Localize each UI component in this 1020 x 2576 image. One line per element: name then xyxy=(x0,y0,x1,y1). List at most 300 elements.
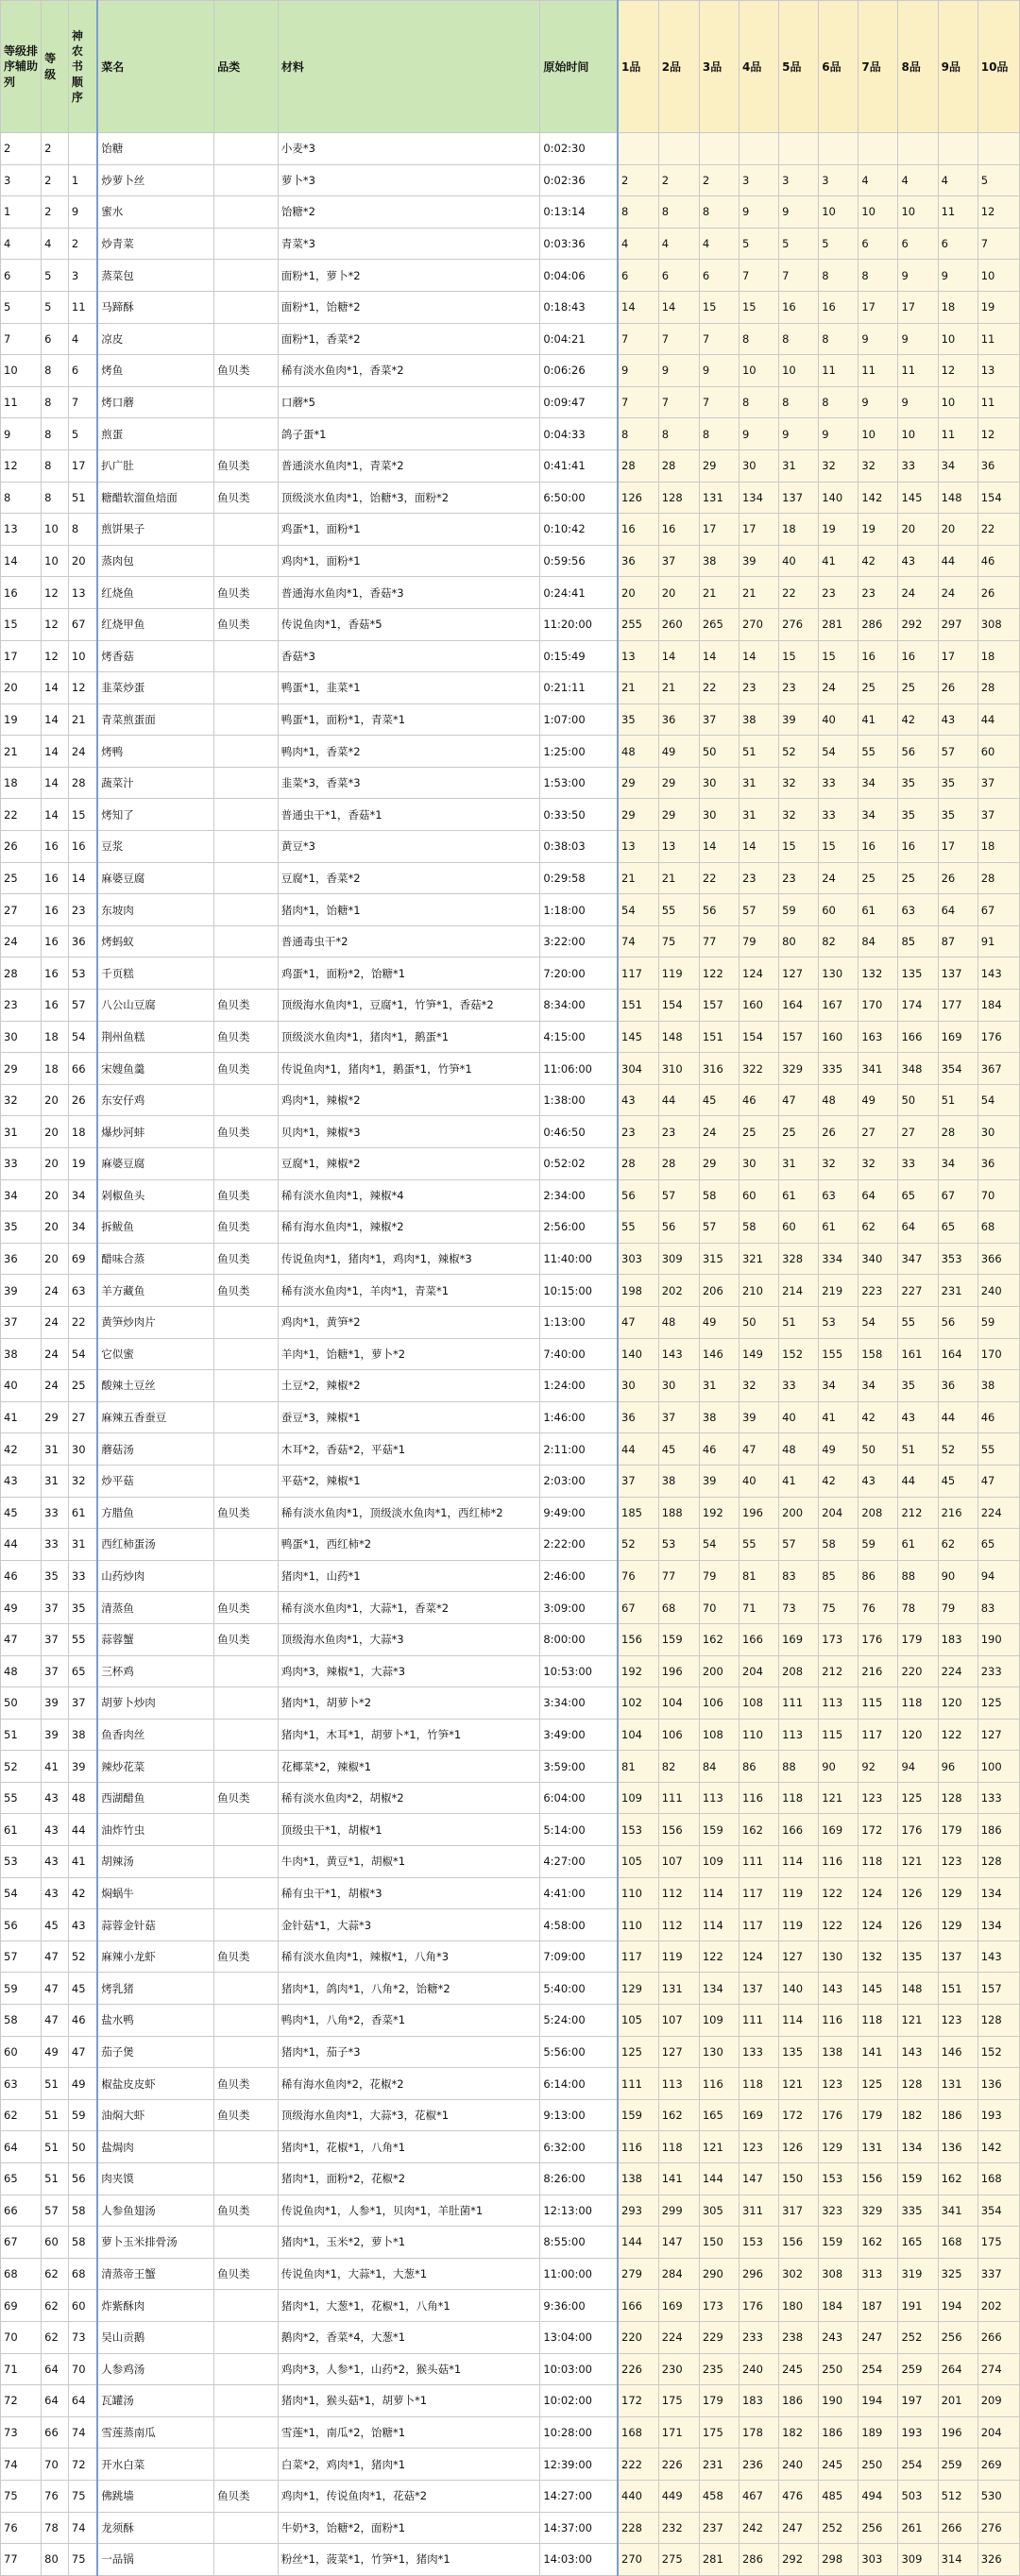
cell-sort-helper: 15 xyxy=(1,608,42,640)
cell-q10: 142 xyxy=(978,2131,1019,2163)
cell-q7: 115 xyxy=(858,1687,898,1720)
cell-level: 51 xyxy=(42,2131,69,2163)
cell-category xyxy=(214,2036,279,2068)
cell-level: 60 xyxy=(42,2227,69,2259)
cell-q3: 38 xyxy=(699,545,739,577)
cell-q3: 54 xyxy=(699,1529,739,1561)
table-row xyxy=(1,482,1020,514)
cell-q8: 145 xyxy=(898,482,938,514)
cell-q7: 341 xyxy=(858,1053,898,1085)
cell-ingredients: 猪肉*1，茄子*3 xyxy=(278,2036,539,2068)
cell-sort-helper: 58 xyxy=(1,2005,42,2037)
cell-q9: 169 xyxy=(938,1021,978,1053)
cell-q9: 266 xyxy=(938,2512,978,2544)
cell-q5: 111 xyxy=(779,1687,819,1720)
cell-dish-name: 麻婆豆腐 xyxy=(97,1148,213,1180)
table-row xyxy=(1,2416,1020,2449)
cell-dish-name: 烤口蘑 xyxy=(97,386,213,418)
table-row xyxy=(1,2005,1020,2037)
header-q4: 4品 xyxy=(739,1,778,133)
cell-q10: 240 xyxy=(978,1275,1019,1307)
cell-q3: 17 xyxy=(699,514,739,546)
cell-level: 2 xyxy=(42,133,69,165)
cell-level: 31 xyxy=(42,1465,69,1497)
cell-dish-name: 炒平菇 xyxy=(97,1465,213,1497)
cell-category xyxy=(214,925,279,958)
cell-q1: 144 xyxy=(618,2227,658,2259)
cell-sort-helper: 43 xyxy=(1,1465,42,1497)
cell-q7: 145 xyxy=(858,1973,898,2005)
cell-q2: 147 xyxy=(658,2227,699,2259)
cell-q8: 94 xyxy=(898,1751,938,1783)
cell-q9: 168 xyxy=(938,2227,978,2259)
cell-q7: 43 xyxy=(858,1465,898,1497)
cell-q4: 242 xyxy=(739,2512,778,2544)
cell-q4: 169 xyxy=(739,2099,778,2131)
cell-q7: 32 xyxy=(858,1148,898,1180)
cell-level: 8 xyxy=(42,482,69,514)
cell-shennong-order: 21 xyxy=(68,703,97,736)
cell-sort-helper: 52 xyxy=(1,1751,42,1783)
cell-sort-helper: 19 xyxy=(1,703,42,736)
cell-sort-helper: 1 xyxy=(1,196,42,229)
cell-category: 鱼贝类 xyxy=(214,2258,279,2290)
cell-q1: 54 xyxy=(618,894,658,926)
cell-ingredients: 豆腐*1，香菜*2 xyxy=(278,862,539,894)
cell-category xyxy=(214,1084,279,1116)
cell-dish-name: 韭菜炒蛋 xyxy=(97,672,213,704)
cell-q3: 173 xyxy=(699,2290,739,2322)
cell-dish-name: 肉夹馍 xyxy=(97,2163,213,2195)
cell-q9: 129 xyxy=(938,1877,978,1909)
cell-sort-helper: 14 xyxy=(1,545,42,577)
cell-q6: 75 xyxy=(819,1592,858,1624)
cell-q7: 118 xyxy=(858,1846,898,1878)
cell-q6: 85 xyxy=(819,1560,858,1592)
cell-q4: 3 xyxy=(739,164,778,196)
cell-base-time: 8:55:00 xyxy=(540,2227,618,2259)
cell-ingredients: 香菇*3 xyxy=(278,640,539,672)
cell-category xyxy=(214,2227,279,2259)
header-row xyxy=(1,1,1020,133)
cell-shennong-order: 11 xyxy=(68,291,97,323)
cell-q3: 281 xyxy=(699,2544,739,2576)
cell-shennong-order: 56 xyxy=(68,2163,97,2195)
cell-q3: 29 xyxy=(699,1148,739,1180)
cell-level: 47 xyxy=(42,2005,69,2037)
cell-level: 20 xyxy=(42,1243,69,1275)
cell-q2: 56 xyxy=(658,1212,699,1244)
cell-q6: 204 xyxy=(819,1497,858,1529)
cell-q9: 20 xyxy=(938,514,978,546)
cell-q9: 26 xyxy=(938,862,978,894)
cell-q10 xyxy=(978,133,1019,165)
cell-dish-name: 蜜水 xyxy=(97,196,213,229)
cell-base-time: 13:04:00 xyxy=(540,2321,618,2353)
cell-base-time: 0:04:33 xyxy=(540,418,618,450)
cell-category xyxy=(214,1465,279,1497)
cell-q9: 177 xyxy=(938,990,978,1022)
cell-sort-helper: 20 xyxy=(1,672,42,704)
cell-q4: 124 xyxy=(739,1940,778,1973)
cell-q10: 18 xyxy=(978,640,1019,672)
cell-shennong-order: 75 xyxy=(68,2544,97,2576)
cell-q4: 321 xyxy=(739,1243,778,1275)
cell-q1: 4 xyxy=(618,228,658,260)
cell-q8: 24 xyxy=(898,577,938,609)
cell-q5: 15 xyxy=(779,640,819,672)
cell-base-time: 0:02:36 xyxy=(540,164,618,196)
cell-level: 20 xyxy=(42,1116,69,1148)
cell-q8: 63 xyxy=(898,894,938,926)
cell-q4: 160 xyxy=(739,990,778,1022)
cell-dish-name: 龙须酥 xyxy=(97,2512,213,2544)
cell-q8: 319 xyxy=(898,2258,938,2290)
cell-level: 49 xyxy=(42,2036,69,2068)
cell-q4: 123 xyxy=(739,2131,778,2163)
header-base-time: 原始时间 xyxy=(540,1,618,133)
cell-q7: 92 xyxy=(858,1751,898,1783)
cell-q2: 28 xyxy=(658,449,699,482)
cell-q2: 449 xyxy=(658,2480,699,2512)
cell-dish-name: 辣炒花菜 xyxy=(97,1751,213,1783)
cell-level: 33 xyxy=(42,1497,69,1529)
cell-q2: 232 xyxy=(658,2512,699,2544)
cell-category xyxy=(214,1655,279,1687)
cell-q7: 4 xyxy=(858,164,898,196)
cell-shennong-order: 2 xyxy=(68,228,97,260)
cell-level: 45 xyxy=(42,1909,69,1941)
cell-q1: 76 xyxy=(618,1560,658,1592)
cell-dish-name: 胡萝卜炒肉 xyxy=(97,1687,213,1720)
cell-base-time: 2:11:00 xyxy=(540,1433,618,1466)
cell-base-time: 0:41:41 xyxy=(540,449,618,482)
table-row xyxy=(1,2353,1020,2385)
cell-ingredients: 白菜*2，鸡肉*1，猪肉*1 xyxy=(278,2449,539,2481)
table-row xyxy=(1,577,1020,609)
cell-q1: 110 xyxy=(618,1877,658,1909)
cell-ingredients: 鸭蛋*1，韭菜*1 xyxy=(278,672,539,704)
cell-sort-helper: 10 xyxy=(1,355,42,387)
cell-q9: 146 xyxy=(938,2036,978,2068)
cell-shennong-order: 74 xyxy=(68,2512,97,2544)
cell-q10: 22 xyxy=(978,514,1019,546)
cell-base-time: 14:37:00 xyxy=(540,2512,618,2544)
cell-ingredients: 口蘑*5 xyxy=(278,386,539,418)
cell-category: 鱼贝类 xyxy=(214,1053,279,1085)
cell-category xyxy=(214,2131,279,2163)
table-row xyxy=(1,831,1020,863)
cell-q6: 54 xyxy=(819,736,858,768)
cell-q5: 119 xyxy=(779,1909,819,1941)
cell-q1: 303 xyxy=(618,1243,658,1275)
header-level: 等级 xyxy=(42,1,69,133)
cell-sort-helper: 29 xyxy=(1,1053,42,1085)
cell-category xyxy=(214,2544,279,2576)
cell-q1: 7 xyxy=(618,323,658,355)
cell-shennong-order: 1 xyxy=(68,164,97,196)
cell-ingredients: 猪肉*1，饴糖*1 xyxy=(278,894,539,926)
cell-dish-name: 麻婆豆腐 xyxy=(97,862,213,894)
cell-q1: 36 xyxy=(618,545,658,577)
cell-q6: 19 xyxy=(819,514,858,546)
cell-q4: 21 xyxy=(739,577,778,609)
cell-q3: 46 xyxy=(699,1433,739,1466)
cell-q1: 16 xyxy=(618,514,658,546)
cell-q2: 148 xyxy=(658,1021,699,1053)
cell-q2: 107 xyxy=(658,1846,699,1878)
cell-q3: 14 xyxy=(699,831,739,863)
table-row xyxy=(1,925,1020,958)
cell-q8: 148 xyxy=(898,1973,938,2005)
cell-q5: 121 xyxy=(779,2068,819,2100)
table-row xyxy=(1,260,1020,292)
cell-base-time: 0:38:03 xyxy=(540,831,618,863)
cell-base-time: 8:26:00 xyxy=(540,2163,618,2195)
cell-q9: 148 xyxy=(938,482,978,514)
cell-sort-helper: 48 xyxy=(1,1655,42,1687)
cell-q5: 31 xyxy=(779,1148,819,1180)
cell-q8: 335 xyxy=(898,2195,938,2227)
cell-q2: 48 xyxy=(658,1306,699,1338)
cell-q7: 142 xyxy=(858,482,898,514)
cell-q8: 6 xyxy=(898,228,938,260)
cell-level: 4 xyxy=(42,228,69,260)
cell-shennong-order: 58 xyxy=(68,2227,97,2259)
cell-level: 37 xyxy=(42,1592,69,1624)
cell-level: 37 xyxy=(42,1655,69,1687)
cell-q5: 164 xyxy=(779,990,819,1022)
cell-level: 14 xyxy=(42,703,69,736)
cell-q7: 208 xyxy=(858,1497,898,1529)
cell-sort-helper: 18 xyxy=(1,767,42,799)
cell-base-time: 3:22:00 xyxy=(540,925,618,958)
cell-q1: 220 xyxy=(618,2321,658,2353)
cell-q7: 86 xyxy=(858,1560,898,1592)
table-row xyxy=(1,2227,1020,2259)
cell-sort-helper: 26 xyxy=(1,831,42,863)
cell-q5: 60 xyxy=(779,1212,819,1244)
cell-q8: 25 xyxy=(898,672,938,704)
table-row xyxy=(1,2290,1020,2322)
table-row xyxy=(1,2099,1020,2131)
cell-q8: 61 xyxy=(898,1529,938,1561)
cell-level: 51 xyxy=(42,2068,69,2100)
cell-q3: 116 xyxy=(699,2068,739,2100)
cell-q3: 108 xyxy=(699,1719,739,1751)
cell-q2: 104 xyxy=(658,1687,699,1720)
cell-base-time: 3:09:00 xyxy=(540,1592,618,1624)
cell-q7: 329 xyxy=(858,2195,898,2227)
cell-q6: 82 xyxy=(819,925,858,958)
cell-q3: 237 xyxy=(699,2512,739,2544)
cell-q7: 11 xyxy=(858,355,898,387)
cell-q2: 28 xyxy=(658,1148,699,1180)
cell-q7: 55 xyxy=(858,736,898,768)
cell-q5: 15 xyxy=(779,831,819,863)
cell-level: 24 xyxy=(42,1338,69,1370)
cell-dish-name: 瓦罐汤 xyxy=(97,2385,213,2417)
cell-category xyxy=(214,1560,279,1592)
cell-q6: 245 xyxy=(819,2449,858,2481)
cell-q9: 4 xyxy=(938,164,978,196)
cell-q1: 14 xyxy=(618,291,658,323)
cell-q2: 112 xyxy=(658,1877,699,1909)
cell-level: 39 xyxy=(42,1687,69,1720)
cell-q6: 15 xyxy=(819,640,858,672)
cell-q10: 157 xyxy=(978,1973,1019,2005)
cell-q2: 141 xyxy=(658,2163,699,2195)
cell-q2: 226 xyxy=(658,2449,699,2481)
cell-level: 62 xyxy=(42,2258,69,2290)
cell-level: 5 xyxy=(42,291,69,323)
cell-shennong-order: 17 xyxy=(68,449,97,482)
cell-q2: 119 xyxy=(658,958,699,990)
cell-q8: 182 xyxy=(898,2099,938,2131)
cell-q4: 55 xyxy=(739,1529,778,1561)
cell-q5: 7 xyxy=(779,260,819,292)
table-row xyxy=(1,2036,1020,2068)
cell-dish-name: 胡辣汤 xyxy=(97,1846,213,1878)
cell-q9: 6 xyxy=(938,228,978,260)
cell-level: 20 xyxy=(42,1212,69,1244)
cell-base-time: 0:04:06 xyxy=(540,260,618,292)
cell-q4: 47 xyxy=(739,1433,778,1466)
cell-q8: 191 xyxy=(898,2290,938,2322)
cell-q6: 334 xyxy=(819,1243,858,1275)
table-row xyxy=(1,1751,1020,1783)
cell-level: 8 xyxy=(42,418,69,450)
cell-q9: 256 xyxy=(938,2321,978,2353)
cell-q8: 348 xyxy=(898,1053,938,1085)
cell-ingredients: 鸡肉*1，黄笋*2 xyxy=(278,1306,539,1338)
cell-q2: 75 xyxy=(658,925,699,958)
cell-q8: 176 xyxy=(898,1814,938,1846)
cell-base-time: 0:13:14 xyxy=(540,196,618,229)
cell-level: 78 xyxy=(42,2512,69,2544)
cell-q9: 17 xyxy=(938,640,978,672)
cell-q10: 175 xyxy=(978,2227,1019,2259)
cell-level: 41 xyxy=(42,1751,69,1783)
cell-q10: 91 xyxy=(978,925,1019,958)
cell-base-time: 0:52:02 xyxy=(540,1148,618,1180)
cell-shennong-order: 30 xyxy=(68,1433,97,1466)
cell-ingredients: 平菇*2，辣椒*1 xyxy=(278,1465,539,1497)
cell-q9: 164 xyxy=(938,1338,978,1370)
cell-shennong-order: 54 xyxy=(68,1021,97,1053)
cell-q7: 9 xyxy=(858,386,898,418)
cell-q1: 29 xyxy=(618,799,658,831)
cell-q9: 56 xyxy=(938,1306,978,1338)
cell-sort-helper: 45 xyxy=(1,1497,42,1529)
cell-ingredients: 猪肉*1，猴头菇*1，胡萝卜*1 xyxy=(278,2385,539,2417)
cell-dish-name: 蒜蓉蟹 xyxy=(97,1623,213,1655)
cell-sort-helper: 67 xyxy=(1,2227,42,2259)
cell-sort-helper: 47 xyxy=(1,1623,42,1655)
cell-q10: 128 xyxy=(978,1846,1019,1878)
cell-base-time: 1:24:00 xyxy=(540,1370,618,1402)
cell-ingredients: 猪肉*1，鸽肉*1，八角*2，饴糖*2 xyxy=(278,1973,539,2005)
cell-dish-name: 油焖大虾 xyxy=(97,2099,213,2131)
cell-sort-helper: 3 xyxy=(1,164,42,196)
cell-q5: 25 xyxy=(779,1116,819,1148)
cell-shennong-order: 4 xyxy=(68,323,97,355)
cell-q4: 118 xyxy=(739,2068,778,2100)
table-row xyxy=(1,1275,1020,1307)
cell-shennong-order: 18 xyxy=(68,1116,97,1148)
cell-category xyxy=(214,2449,279,2481)
cell-q10: 224 xyxy=(978,1497,1019,1529)
cell-shennong-order: 67 xyxy=(68,608,97,640)
cell-shennong-order: 61 xyxy=(68,1497,97,1529)
cell-shennong-order: 64 xyxy=(68,2385,97,2417)
cell-q4: 81 xyxy=(739,1560,778,1592)
cell-q1: 228 xyxy=(618,2512,658,2544)
cell-q8: 159 xyxy=(898,2163,938,2195)
cell-base-time: 5:40:00 xyxy=(540,1973,618,2005)
cell-q5: 150 xyxy=(779,2163,819,2195)
cell-q7: 286 xyxy=(858,608,898,640)
cell-q1: 48 xyxy=(618,736,658,768)
cell-category xyxy=(214,799,279,831)
cell-q6: 41 xyxy=(819,1401,858,1433)
cell-q7: 194 xyxy=(858,2385,898,2417)
cell-q1: 8 xyxy=(618,418,658,450)
cell-sort-helper: 38 xyxy=(1,1338,42,1370)
cell-q5 xyxy=(779,133,819,165)
cell-q4 xyxy=(739,133,778,165)
cell-dish-name: 荆州鱼糕 xyxy=(97,1021,213,1053)
cell-category xyxy=(214,1338,279,1370)
table-row xyxy=(1,1243,1020,1275)
cell-q4: 15 xyxy=(739,291,778,323)
header-dish-name: 菜名 xyxy=(97,1,213,133)
table-row xyxy=(1,1782,1020,1814)
table-row xyxy=(1,894,1020,926)
table-row xyxy=(1,2195,1020,2227)
cell-ingredients: 猪肉*1，山药*1 xyxy=(278,1560,539,1592)
cell-dish-name: 豆浆 xyxy=(97,831,213,863)
cell-q10: 37 xyxy=(978,799,1019,831)
cell-level: 2 xyxy=(42,164,69,196)
cell-shennong-order: 74 xyxy=(68,2416,97,2449)
cell-q6: 250 xyxy=(819,2353,858,2385)
cell-level: 39 xyxy=(42,1719,69,1751)
cell-q9: 79 xyxy=(938,1592,978,1624)
cell-q1: 116 xyxy=(618,2131,658,2163)
cell-q5: 40 xyxy=(779,1401,819,1433)
cell-q10: 70 xyxy=(978,1179,1019,1212)
cell-q6: 32 xyxy=(819,1148,858,1180)
table-row xyxy=(1,418,1020,450)
cell-q5: 10 xyxy=(779,355,819,387)
table-row xyxy=(1,1179,1020,1212)
cell-category: 鱼贝类 xyxy=(214,2068,279,2100)
cell-shennong-order: 37 xyxy=(68,1687,97,1720)
cell-base-time: 2:46:00 xyxy=(540,1560,618,1592)
cell-q8: 193 xyxy=(898,2416,938,2449)
cell-ingredients: 粉丝*1，菠菜*1，竹笋*1，猪肉*1 xyxy=(278,2544,539,2576)
cell-sort-helper: 68 xyxy=(1,2258,42,2290)
cell-q7: 132 xyxy=(858,958,898,990)
cell-ingredients: 猪肉*1，花椒*1，八角*1 xyxy=(278,2131,539,2163)
cell-q1: 151 xyxy=(618,990,658,1022)
cell-sort-helper: 54 xyxy=(1,1877,42,1909)
cell-category xyxy=(214,418,279,450)
cell-shennong-order: 19 xyxy=(68,1148,97,1180)
cell-q1: 2 xyxy=(618,164,658,196)
cell-ingredients: 鸡肉*1，辣椒*2 xyxy=(278,1084,539,1116)
